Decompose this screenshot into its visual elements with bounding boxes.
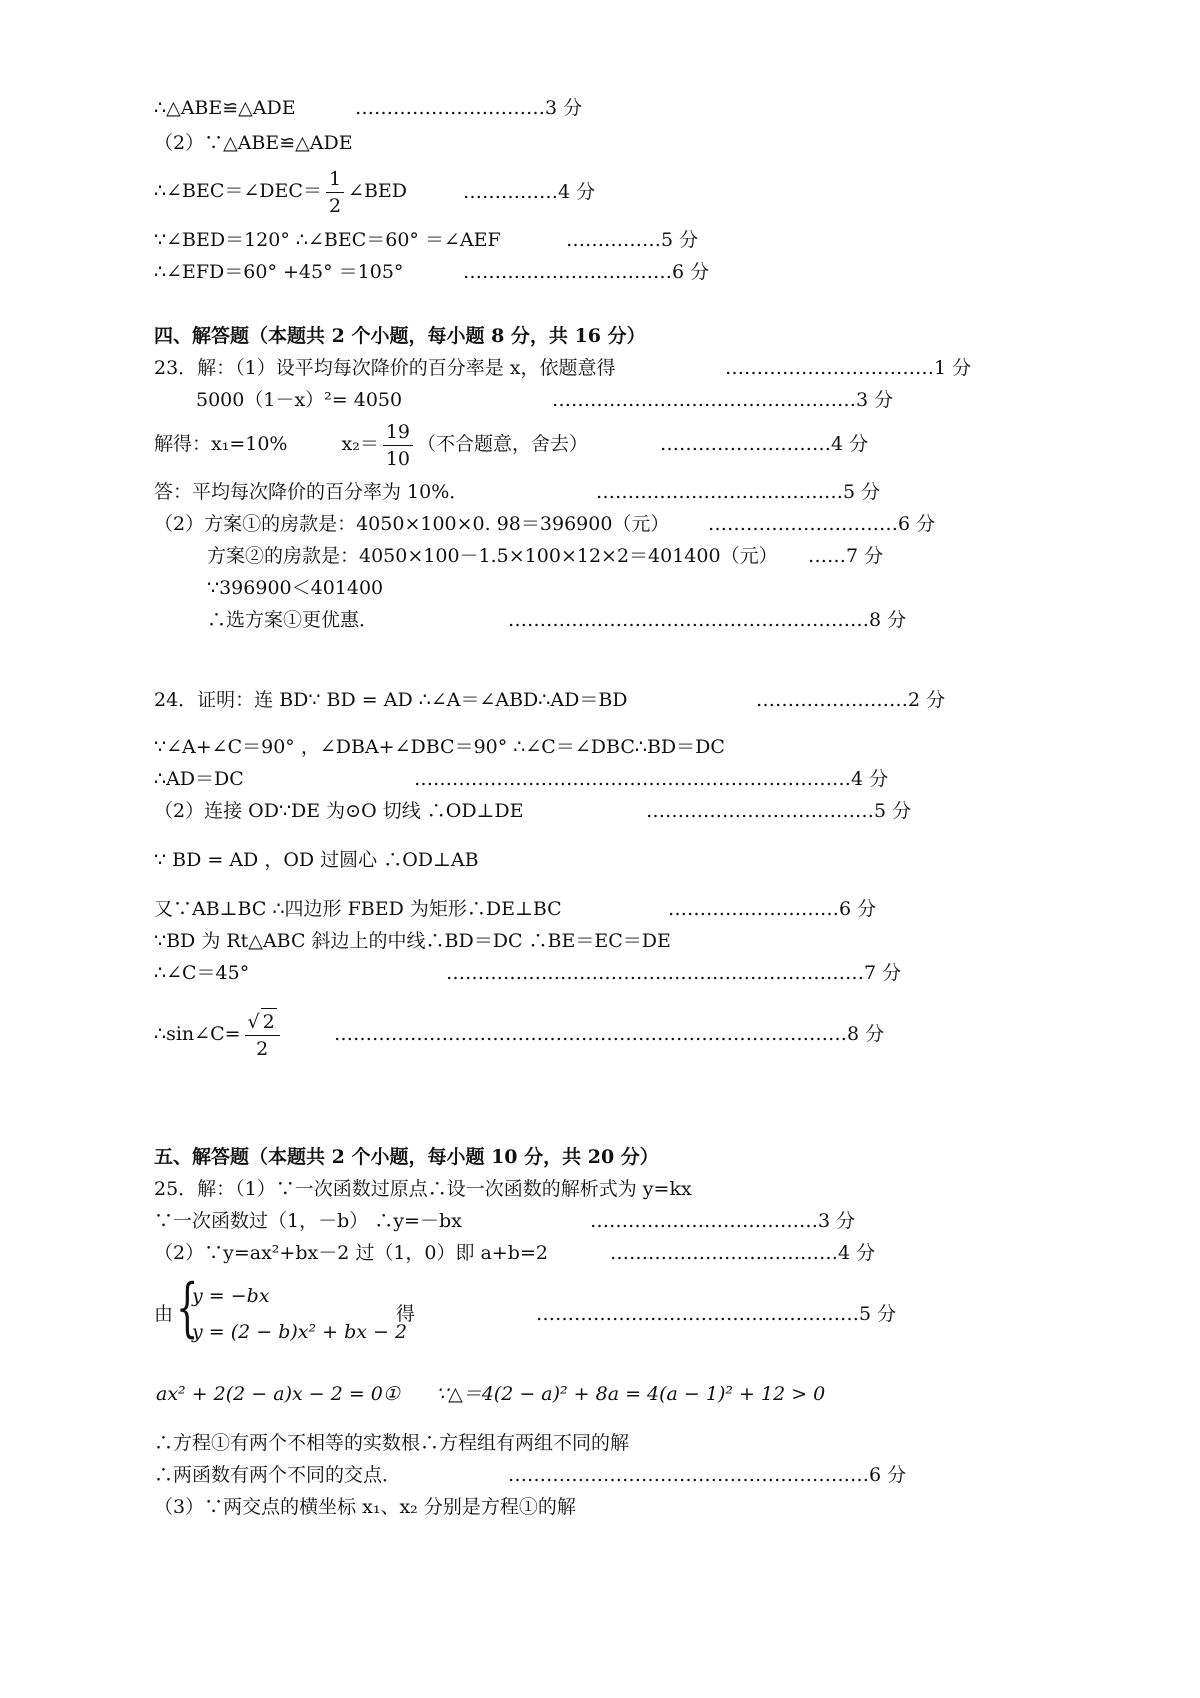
line-4: ∵∠BED＝120° ∴∠BEC＝60° ＝∠AEF (154, 229, 501, 251)
q24-line-a: 24．证明：连 BD∵ BD = AD ∴∠A＝∠ABD∴AD＝BD (154, 689, 628, 711)
left-brace-icon: { (176, 1271, 199, 1345)
sqrt-icon: √ (247, 1011, 260, 1033)
q23-line-g: ∵396900＜401400 (207, 577, 384, 599)
q25-system-de: 得 (396, 1303, 416, 1325)
score-line-1: …………………………3 分 (355, 97, 583, 119)
q25-line-g: ∴两函数有两个不同的交点． (154, 1464, 402, 1486)
fraction-denominator: 10 (383, 445, 413, 472)
q25-line-e-right: ∵△＝4(2 − a)² + 8a = 4(a − 1)² + 12 > 0 (436, 1383, 826, 1405)
fraction-denominator: 2 (245, 1035, 280, 1062)
sqrt-radicand: 2 (261, 1008, 277, 1035)
q25-line-b: ∵一次函数过（1，－b） ∴y=－bx (154, 1210, 462, 1232)
section-4-heading: 四、解答题（本题共 2 个小题，每小题 8 分，共 16 分） (154, 325, 646, 347)
q23-line-f: 方案②的房款是：4050×100－1.5×100×12×2＝401400（元） (207, 545, 778, 567)
line-3-left: ∴∠BEC＝∠DEC＝ (154, 180, 322, 202)
q23-score-b: …………………………………………3 分 (552, 389, 894, 411)
q24-line-i (154, 1004, 284, 1064)
q23-line-e: （2）方案①的房款是：4050×100×0. 98＝396900（元） (154, 513, 670, 535)
score-line-3: ……………4 分 (463, 181, 596, 203)
fraction-sqrt2-over-2 (245, 1008, 280, 1062)
q23-line-d: 答：平均每次降价的百分率为 10%． (154, 481, 469, 503)
q23-score-e: …………………………6 分 (708, 513, 936, 535)
q25-line-e-left: ax² + 2(2 − a)x − 2 = 0① (156, 1383, 400, 1405)
q24-score-f: ………………………6 分 (668, 898, 877, 920)
q23-score-h: …………………………………………………8 分 (508, 609, 907, 631)
fraction-numerator: 1 (328, 167, 342, 190)
q24-line-c: ∴AD＝DC (154, 768, 244, 790)
q24-line-f: 又∵AB⊥BC ∴四边形 FBED 为矩形∴DE⊥BC (154, 898, 562, 920)
q23-solution-x2-label: x₂＝ (341, 433, 379, 455)
fraction-numerator (245, 1008, 280, 1035)
fraction-half (326, 166, 344, 219)
q25-system-eq1: y = −bx (192, 1285, 270, 1307)
q23-score-f: ……7 分 (808, 545, 884, 567)
q23-score-d: …………………………………5 分 (596, 481, 881, 503)
section-5-heading: 五、解答题（本题共 2 个小题，每小题 10 分，共 20 分） (154, 1146, 659, 1168)
q25-system-eq2: y = (2 − b)x² + bx − 2 (192, 1321, 408, 1343)
q24-sin-label: ∴sin∠C= (154, 1023, 241, 1045)
q24-line-h: ∴∠C＝45° (154, 962, 250, 984)
q23-line-c (154, 416, 588, 472)
line-3 (154, 163, 407, 219)
q24-line-e: ∵ BD = AD ，OD 过圆心 ∴OD⊥AB (154, 849, 479, 871)
q24-score-a: ……………………2 分 (756, 689, 946, 711)
line-2: （2）∵△ABE≌△ADE (154, 132, 353, 154)
q25-line-h: （3）∵两交点的横坐标 x₁、x₂ 分别是方程①的解 (154, 1496, 576, 1518)
q24-score-h: …………………………………………………………7 分 (446, 962, 902, 984)
line-3-right: ∠BED (348, 180, 408, 202)
fraction-denominator: 2 (326, 192, 344, 219)
q24-line-b: ∵∠A+∠C＝90° ，∠DBA+∠DBC＝90° ∴∠C＝∠DBC∴BD＝DC (154, 736, 725, 758)
q23-reject-note: （不合题意，舍去） (417, 433, 589, 455)
q23-line-h: ∴选方案①更优惠． (207, 609, 379, 631)
q24-score-d: ………………………………5 分 (646, 800, 912, 822)
q23-score-a: ……………………………1 分 (725, 357, 972, 379)
fraction-numerator: 19 (385, 420, 411, 443)
q25-line-a: 25．解：（1）∵一次函数过原点∴设一次函数的解析式为 y=kx (154, 1178, 692, 1200)
q25-score-b: ………………………………3 分 (590, 1210, 856, 1232)
q23-solution-x1: 解得：x₁=10% (154, 433, 288, 455)
q23-score-c: ………………………4 分 (660, 433, 869, 455)
q24-score-c: ……………………………………………………………4 分 (414, 768, 889, 790)
q24-line-g: ∵BD 为 Rt△ABC 斜边上的中线∴BD＝DC ∴BE＝EC＝DE (154, 930, 671, 952)
q25-line-c: （2）∵y=ax²+bx－2 过（1，0）即 a+b=2 (154, 1242, 548, 1264)
q23-line-a: 23．解：（1）设平均每次降价的百分率是 x，依题意得 (154, 357, 616, 379)
q24-line-d: （2）连接 OD∵DE 为⊙O 切线 ∴OD⊥DE (154, 800, 524, 822)
q23-line-b: 5000（1－x）²= 4050 (196, 389, 403, 411)
q24-score-i: ………………………………………………………………………8 分 (334, 1023, 885, 1045)
q25-score-d: ……………………………………………5 分 (536, 1303, 897, 1325)
q25-line-f: ∴方程①有两个不相等的实数根∴方程组有两组不同的解 (154, 1432, 630, 1454)
q25-score-g: …………………………………………………6 分 (508, 1464, 907, 1486)
score-line-4: ……………5 分 (566, 229, 699, 251)
line-1: ∴△ABE≌△ADE (154, 97, 296, 119)
line-5: ∴∠EFD＝60° +45° ＝105° (154, 261, 404, 283)
q25-score-c: ………………………………4 分 (610, 1242, 876, 1264)
score-line-5: ……………………………6 分 (463, 261, 710, 283)
q25-system-by: 由 (154, 1303, 174, 1325)
fraction-19-10 (383, 419, 413, 472)
